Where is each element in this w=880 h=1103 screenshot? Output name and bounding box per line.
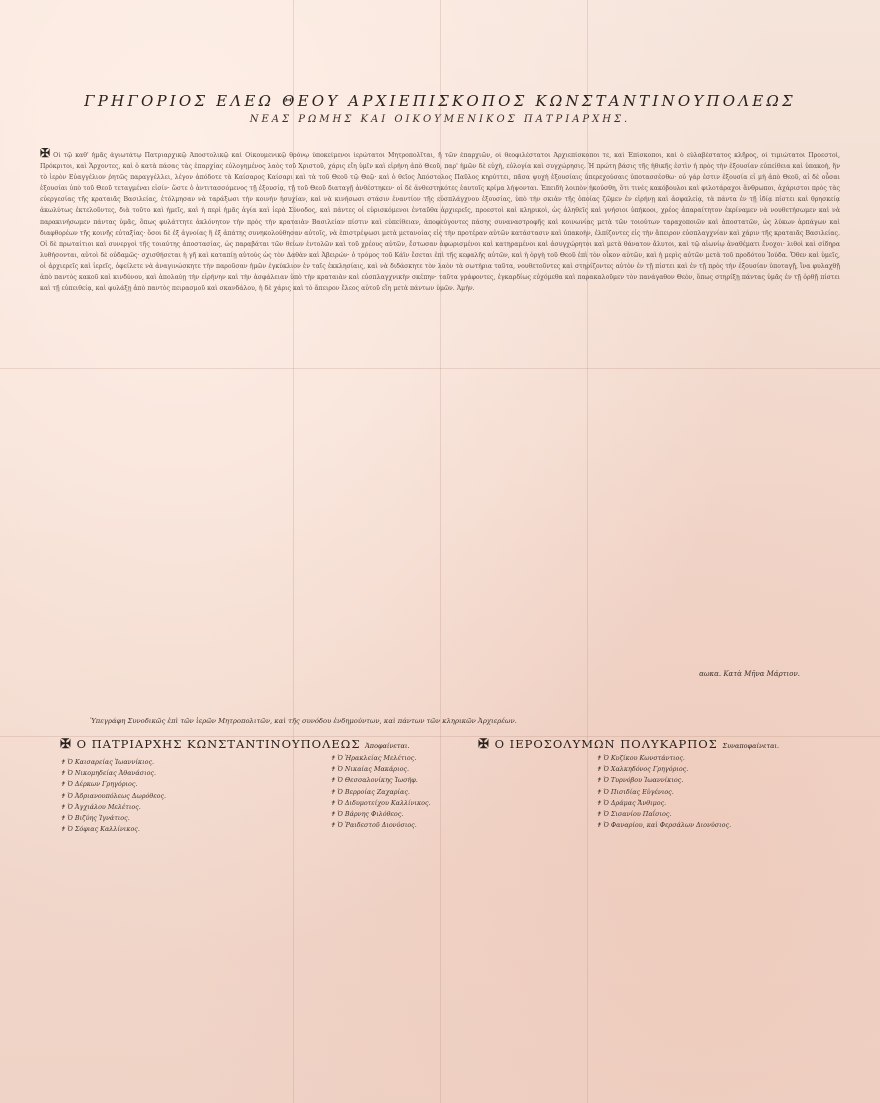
signature-entry: ✝ Ὁ Τυρνόβου Ἰωαννίκιος. (596, 776, 684, 785)
signature-heading-text: Ο ΠΑΤΡΙΑΡΧΗΣ ΚΩΝΣΤΑΝΤΙΝΟΥΠΟΛΕΩΣ (76, 737, 361, 751)
signatures-intro: Ὑπεγράφη Συνοδικῶς ἐπὶ τῶν ἱερῶν Μητροπολιτῶν, καὶ τῆς συνόδου ἐνδημούντων, καὶ πάντων τῶν κληρικῶν Ἀρχιερέων. (90, 717, 517, 725)
signature-heading-tail: Ἀποφαίνεται. (365, 742, 410, 750)
signature-heading-jerusalem (478, 737, 779, 752)
signature-heading-text: Ο ΙΕΡΟΣΟΛΥΜΩΝ ΠΟΛΥΚΑΡΠΟΣ (494, 737, 718, 751)
signature-heading-tail: Συναποφαίνεται. (722, 742, 780, 750)
cross-icon: ✠ (60, 737, 72, 752)
document-header (60, 92, 820, 125)
signature-entry: ✝ Ὁ Θεσσαλονίκης Ἰωσήφ. (330, 776, 418, 785)
document-body-text: Οἱ τῷ καθ' ἡμᾶς ἁγιωτάτῳ Πατριαρχικῷ Ἀποστολικῷ καὶ Οἰκουμενικῷ θρόνῳ ὑποκείμενοι ἱερώτατοι Μητροπολῖται, ἤ τῶν ἐπαρχιῶν, οἱ θεοφιλέστατοι Ἀρχιεπίσκοποι τε, καὶ Ἐπίσκοποι, καὶ ὁ εὐλαβέστατος κλῆρος, οἱ τιμιώτατοι Προεστοὶ, Πρόκριτοι, καὶ Ἄρχοντες, καὶ ὁ κατὰ πάσας τὰς ἐπαρχίας εὐλογημένος λαὸς τοῦ Χριστοῦ, χάρις εἴη ὑμῖν καὶ εἰρήνη ἀπὸ Θεοῦ, παρ' ἡμῶν δὲ εὐχὴ, εὐλογία καὶ συγχώρησις. Ἡ πρώτη βάσις τῆς ἠθικῆς ἐστὶν ἡ πρὸς τὴν ἐξουσίαν εὐπείθεια καὶ ὑπακοὴ, ἣν τὸ ἱερὸν Εὐαγγέλιον ῥητῶς παραγγέλλει, λέγον ἀπόδοτε τὰ Καίσαρος Καίσαρι καὶ τὰ τοῦ Θεοῦ τῷ Θεῷ· καὶ ὁ θεῖος Ἀπόστολος Παῦλος κηρύττει, πᾶσα ψυχὴ ἐξουσίαις ὑπερεχούσαις ὑποτασσέσθω· οὐ γάρ ἐστιν ἐξουσία εἰ μὴ ἀπὸ Θεοῦ, αἱ δὲ οὖσαι ἐξουσίαι ὑπὸ τοῦ Θεοῦ τεταγμέναι εἰσίν· ὥστε ὁ ἀντιτασσόμενος τῇ ἐξουσίᾳ, τῇ τοῦ Θεοῦ διαταγῇ ἀνθέστηκεν· οἱ δὲ ἀνθεστηκότες ἑαυτοῖς κρίμα λήψονται. Ἐπειδὴ λοιπὸν ἠκούσθη, ὅτι τινὲς κακόβουλοι καὶ φιλοτάραχοι ἄνθρωποι, ἀχάριστοι πρὸς τὰς εὐεργεσίας τῆς κραταιᾶς Βασιλείας, ἐτόλμησαν νὰ ταράξωσι τὴν κοινὴν ἡσυχίαν, καὶ νὰ κινήσωσι στάσιν ἐναντίον τῆς εὐσπλάγχνου ἐξουσίας, ὑπὸ τὴν σκιὰν τῆς ὁποίας ζῶμεν ἐν εἰρήνῃ καὶ ἀσφαλείᾳ, τὰ πάντα ἐν τῇ ἰδίᾳ πίστει καὶ θρησκείᾳ ἀκωλύτως ἐκτελοῦντες, διὰ τοῦτο καὶ ἡμεῖς, καὶ ἡ περὶ ἡμᾶς ἁγία καὶ ἱερὰ Σύνοδος, καὶ πάντες οἱ εὑρισκόμενοι ἐνταῦθα ἀρχιερεῖς, προεστοὶ καὶ κληρικοὶ, ὡς ἀληθεῖς καὶ γνήσιοι ὑπήκοοι, χρέος ἀπαραίτητον ἐκρίναμεν νὰ νουθετήσωμεν καὶ νὰ παρακινήσωμεν πάντας ὑμᾶς, ὅπως φυλάττητε ἀκλόνητον τὴν πρὸς τὴν κραταιὰν Βασιλείαν πίστιν καὶ εὐπείθειαν, ἀποφεύγοντες πάσης συναναστροφῆς καὶ κοινωνίας μετὰ τῶν τοιούτων ταραχοποιῶν καὶ ἀποστατῶν, ὡς λύκων ἁρπάγων καὶ διαφθορέων τῆς κοινῆς εὐταξίας· ὅσοι δὲ ἐξ ἀγνοίας ἢ ἐξ ἀπάτης συνηκολούθησαν αὐτοῖς, νὰ ἐπιστρέψωσι μετὰ μετανοίας εἰς τὴν προτέραν αὐτῶν κατάστασιν καὶ ὑπακοὴν, ἐλπίζοντες εἰς τὴν ἄπειρον εὐσπλαγχνίαν καὶ χάριν τῆς κραταιᾶς Βασιλείας. Οἱ δὲ πρωταίτιοι καὶ συνεργοὶ τῆς τοιαύτης ἀποστασίας, ὡς παραβάται τῶν θείων ἐντολῶν καὶ τοῦ χρέους αὐτῶν, ἔστωσαν ἀφωρισμένοι καὶ κατηραμένοι καὶ ἀσυγχώρητοι καὶ μετὰ θάνατον ἄλυτοι, καὶ τῷ αἰωνίῳ ἀναθέματι ἔνοχοι· λιθοὶ καὶ σίδηρα λυθήσονται, αὐτοὶ δὲ οὐδαμῶς· σχισθήσεται ἡ γῆ καὶ καταπίῃ αὐτοὺς ὡς τὸν Δαθὰν καὶ Ἀβειρών· ὁ τρόμος τοῦ Κάϊν ἔσεται ἐπὶ τῆς κεφαλῆς αὐτῶν, καὶ ἡ ὀργὴ τοῦ Θεοῦ ἐπὶ τὸν οἶκον αὐτῶν, καὶ ἡ μερὶς αὐτῶν μετὰ τοῦ προδότου Ἰούδα. Ὅθεν καὶ ὑμεῖς, οἱ ἀρχιερεῖς καὶ ἱερεῖς, ὀφείλετε νὰ ἀναγινώσκητε τὴν παροῦσαν ἡμῶν ἐγκύκλιον ἐν ταῖς ἐκκλησίαις, καὶ νὰ διδάσκητε τὸν λαὸν τὰ σωτήρια ταῦτα, νουθετοῦντες καὶ στηρίζοντες αὐτὸν ἐν τῇ πίστει καὶ ἐν τῇ πρὸς τὴν ἐξουσίαν ὑποταγῇ, ἵνα φυλαχθῇ ἀπὸ παντὸς κακοῦ καὶ κινδύνου, καὶ ἀπολαύῃ τὴν εἰρήνην καὶ τὴν ἀσφάλειαν ὑπὸ τὴν κραταιὰν καὶ εὐσπλαγχνικὴν σκέπην· ταῦτα γράφοντες, ἐγκαρδίως εὐχόμεθα καὶ παρακαλοῦμεν τὸν πανάγαθον Θεὸν, ὅπως στηρίξῃ πάντας ὑμᾶς ἐν τῇ ὀρθῇ πίστει καὶ τῇ εὐπειθείᾳ, καὶ φυλάξῃ ἀπὸ παντὸς πειρασμοῦ καὶ σκανδάλου, ἡ δὲ χάρις καὶ τὸ ἄπειρον ἔλεος αὐτοῦ εἴη μετὰ πάντων ὑμῶν. Ἀμήν. (40, 152, 840, 293)
signature-list-middle (330, 753, 550, 831)
signature-entry: ✝ Ὁ Βάρνης Φιλόθεος. (330, 810, 404, 819)
signature-entry: ✝ Ὁ Νικομηδείας Ἀθανάσιος. (60, 769, 157, 778)
document-date: αωκα. Κατὰ Μῆνα Μάρτιον. (699, 670, 800, 678)
signature-entry: ✝ Ὁ Χαλκηδόνος Γρηγόριος. (596, 765, 689, 774)
signature-entry: ✝ Ὁ Δέρκων Γρηγόριος. (60, 780, 138, 789)
signature-entry: ✝ Ὁ Φαναρίου, καὶ Φερσάλων Διονύσιος. (596, 821, 732, 830)
signature-entry: ✝ Ὁ Διδυμοτείχου Καλλίνικος. (330, 798, 431, 807)
signature-entry: ✝ Ὁ Σισανίου Παΐσιος. (596, 810, 672, 819)
signature-entry: ✝ Ὁ Κυζίκου Κωνστάντιος. (596, 754, 685, 762)
signature-entry: ✝ Ὁ Ῥαιδεστοῦ Διονύσιος. (330, 821, 417, 830)
document-body (40, 148, 840, 680)
signature-entry: ✝ Ὁ Σόφιας Καλλίνικος. (60, 825, 140, 834)
signature-entry: ✝ Ὁ Βερροίας Ζαχαρίας. (330, 787, 410, 796)
signature-entry: ✝ Ὁ Καισαρείας Ἰωαννίκιος. (60, 758, 155, 766)
document-subtitle: ΝΕΑΣ ΡΩΜΗΣ ΚΑΙ ΟΙΚΟΥΜΕΝΙΚΟΣ ΠΑΤΡΙΑΡΧΗΣ. (249, 114, 631, 125)
signature-entry: ✝ Ὁ Ἡρακλείας Μελέτιος. (330, 754, 417, 762)
document-title: ΓΡΗΓΟΡΙΟΣ ΕΛΕΩ ΘΕΟΥ ΑΡΧΙΕΠΙΣΚΟΠΟΣ ΚΩΝΣΤΑΝΤΙΝΟΥΠΟΛΕΩΣ (84, 92, 796, 110)
signature-entry: ✝ Ὁ Ἀδριανουπόλεως Δωρόθεος. (60, 791, 167, 800)
signature-list-left (60, 757, 280, 835)
cross-icon: ✠ (478, 737, 490, 752)
cross-icon: ✠ (40, 148, 51, 160)
signature-entry: ✝ Ὁ Πισιδίας Εὐγένιος. (596, 787, 674, 796)
signature-entry: ✝ Ὁ Βιζύης Ἰγνάτιος. (60, 814, 130, 823)
signature-heading-patriarch (60, 737, 410, 752)
signature-entry: ✝ Ὁ Δράμας Ἄνθιμος. (596, 798, 667, 807)
signature-list-right (596, 753, 836, 831)
signature-entry: ✝ Ὁ Ἀγχιάλου Μελέτιος. (60, 802, 141, 811)
signature-entry: ✝ Ὁ Νικαίας Μακάριος. (330, 765, 410, 774)
